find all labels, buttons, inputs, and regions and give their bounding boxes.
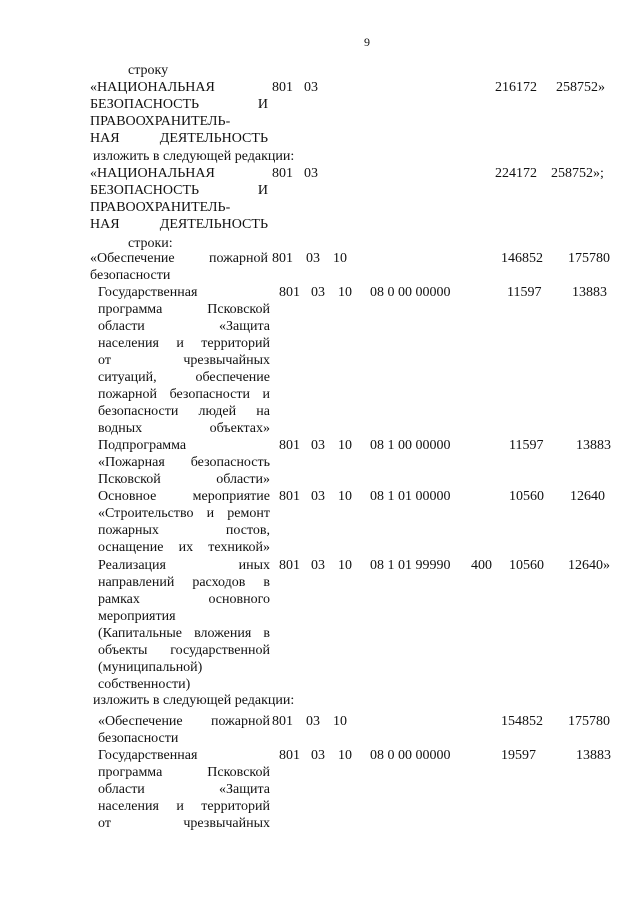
description-line: ПРАВООХРАНИТЕЛЬ-	[90, 200, 231, 215]
description-line: Государственная	[98, 285, 198, 300]
rz-code: 03	[311, 285, 325, 300]
pr-code: 10	[338, 489, 352, 504]
amount-year-2: 175780	[568, 714, 610, 729]
gr-code: 801	[272, 251, 293, 266]
amount-year-1: 11597	[507, 285, 542, 300]
description-line: НАЯ ДЕЯТЕЛЬНОСТЬ	[90, 131, 268, 146]
amount-year-1: 216172	[495, 80, 537, 95]
csr-code: 08 1 00 00000	[370, 438, 451, 453]
instruction-note: изложить в следующей редакции:	[93, 693, 295, 708]
amount-year-2: 258752»;	[551, 166, 604, 181]
description-line: БЕЗОПАСНОСТЬ И	[90, 97, 268, 112]
row-description	[98, 747, 270, 832]
amount-year-2: 13883	[576, 438, 611, 453]
description-line: «Обеспечение пожарной	[90, 251, 268, 266]
description-line: Псковской области»	[98, 472, 270, 487]
description-line: НАЯ ДЕЯТЕЛЬНОСТЬ	[90, 217, 268, 232]
description-line: (муниципальной)	[98, 660, 203, 675]
description-line: мероприятия	[98, 609, 176, 624]
csr-code: 08 1 01 99990	[370, 558, 451, 573]
pr-code: 10	[338, 285, 352, 300]
rz-code: 03	[311, 558, 325, 573]
description-line: безопасности	[98, 731, 179, 746]
description-line: водных объектах»	[98, 421, 270, 436]
description-line: «НАЦИОНАЛЬНАЯ	[90, 166, 215, 181]
amount-year-1: 224172	[495, 166, 537, 181]
rz-code: 03	[306, 714, 320, 729]
rz-code: 03	[311, 438, 325, 453]
row-description	[98, 557, 270, 693]
description-line: «Пожарная безопасность	[98, 455, 270, 470]
csr-code: 08 1 01 00000	[370, 489, 451, 504]
description-line: программа Псковской	[98, 302, 270, 317]
pr-code: 10	[338, 438, 352, 453]
row-description	[98, 437, 270, 488]
amount-year-2: 12640»	[568, 558, 610, 573]
description-line: программа Псковской	[98, 765, 270, 780]
description-line: населения и территорий	[98, 336, 270, 351]
description-line: Реализация иных	[98, 558, 270, 573]
description-line: Государственная	[98, 748, 198, 763]
description-line: от чрезвычайных	[98, 353, 270, 368]
row-description	[90, 250, 268, 284]
amount-year-2: 13883	[572, 285, 607, 300]
description-line: области «Защита	[98, 782, 270, 797]
row-description	[90, 165, 268, 233]
amount-year-1: 10560	[509, 489, 544, 504]
description-line: БЕЗОПАСНОСТЬ И	[90, 183, 268, 198]
amount-year-2: 258752»	[556, 80, 605, 95]
description-line: «Строительство и ремонт	[98, 506, 270, 521]
vr-code: 400	[471, 558, 492, 573]
pr-code: 10	[333, 251, 347, 266]
description-line: рамках основного	[98, 592, 270, 607]
description-line: объекты государственной	[98, 643, 270, 658]
gr-code: 801	[279, 748, 300, 763]
description-line: пожарной безопасности и	[98, 387, 270, 402]
rz-code: 03	[306, 251, 320, 266]
instruction-note: строку	[128, 63, 169, 78]
rz-code: 03	[304, 166, 318, 181]
gr-code: 801	[272, 714, 293, 729]
description-line: (Капитальные вложения в	[98, 626, 270, 641]
rz-code: 03	[304, 80, 318, 95]
gr-code: 801	[279, 558, 300, 573]
pr-code: 10	[338, 748, 352, 763]
amount-year-1: 10560	[509, 558, 544, 573]
amount-year-2: 13883	[576, 748, 611, 763]
description-line: «Обеспечение пожарной	[98, 714, 270, 729]
gr-code: 801	[272, 166, 293, 181]
description-line: оснащение их техникой»	[98, 540, 270, 555]
description-line: населения и территорий	[98, 799, 270, 814]
description-line: собственности)	[98, 677, 191, 692]
description-line: ситуаций, обеспечение	[98, 370, 270, 385]
amount-year-1: 146852	[501, 251, 543, 266]
description-line: «НАЦИОНАЛЬНАЯ	[90, 80, 215, 95]
page-number: 9	[364, 35, 370, 49]
amount-year-2: 175780	[568, 251, 610, 266]
instruction-note: изложить в следующей редакции:	[93, 149, 295, 164]
description-line: ПРАВООХРАНИТЕЛЬ-	[90, 114, 231, 129]
pr-code: 10	[338, 558, 352, 573]
rz-code: 03	[311, 748, 325, 763]
rz-code: 03	[311, 489, 325, 504]
gr-code: 801	[279, 489, 300, 504]
row-description	[98, 488, 270, 556]
amount-year-1: 154852	[501, 714, 543, 729]
description-line: безопасности	[90, 268, 171, 283]
amount-year-1: 19597	[501, 748, 536, 763]
csr-code: 08 0 00 00000	[370, 748, 451, 763]
row-description	[98, 713, 270, 747]
gr-code: 801	[279, 285, 300, 300]
description-line: безопасности людей на	[98, 404, 270, 419]
description-line: от чрезвычайных	[98, 816, 270, 831]
description-line: области «Защита	[98, 319, 270, 334]
pr-code: 10	[333, 714, 347, 729]
row-description	[98, 284, 270, 437]
description-line: пожарных постов,	[98, 523, 270, 538]
amount-year-1: 11597	[509, 438, 544, 453]
description-line: направлений расходов в	[98, 575, 270, 590]
description-line: Основное мероприятие	[98, 489, 270, 504]
instruction-note: строки:	[128, 236, 173, 251]
row-description	[90, 79, 268, 147]
gr-code: 801	[272, 80, 293, 95]
gr-code: 801	[279, 438, 300, 453]
amount-year-2: 12640	[570, 489, 605, 504]
description-line: Подпрограмма	[98, 438, 187, 453]
csr-code: 08 0 00 00000	[370, 285, 451, 300]
